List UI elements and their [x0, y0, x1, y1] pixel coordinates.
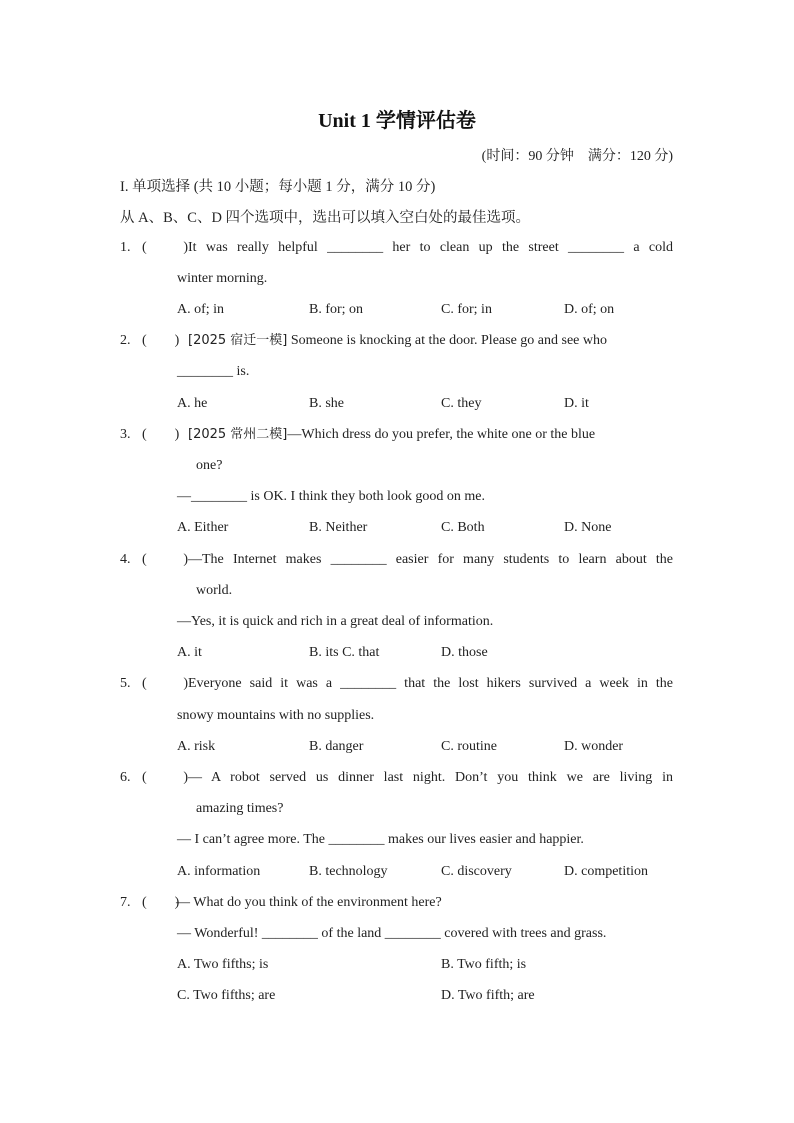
question-source: [2025 常州二模]: [188, 427, 288, 442]
question-number: 6.: [120, 770, 131, 785]
question-text: —The Internet makes ________ easier for many students to learn about the: [188, 552, 673, 567]
option-c[interactable]: C. discovery: [441, 864, 512, 879]
question-text: Someone is knocking at the door. Please go and see who: [287, 333, 607, 348]
section-instruction: 从 A、B、C、D 四个选项中，选出可以填入空白处的最佳选项。: [120, 210, 531, 226]
option-a[interactable]: A. Either: [177, 520, 229, 535]
question-line-continued: world.: [196, 583, 233, 598]
option-d[interactable]: D. competition: [564, 864, 648, 879]
option-a[interactable]: A. Two fifths; is: [177, 957, 269, 972]
option-a[interactable]: A. risk: [177, 739, 216, 754]
option-c[interactable]: C. Two fifths; are: [177, 988, 276, 1003]
option-d[interactable]: D. None: [564, 520, 612, 535]
question-line: [120, 238, 673, 258]
question-reply-line: —________ is OK. I think they both look good on me.: [177, 489, 485, 504]
question-text: — A robot served us dinner last night. Don’t you think we are living in: [188, 770, 673, 785]
question-line-continued: amazing times?: [196, 801, 284, 816]
question-text: —Which dress do you prefer, the white one or the blue: [287, 427, 596, 442]
question-number: 2.: [120, 333, 131, 348]
option-d[interactable]: D. those: [441, 645, 488, 660]
option-c[interactable]: C. for; in: [441, 302, 492, 317]
option-a[interactable]: A. of; in: [177, 302, 225, 317]
question-reply-line: —Yes, it is quick and rich in a great deal of information.: [177, 614, 494, 629]
question-number: 5.: [120, 676, 131, 691]
option-b-c[interactable]: B. its C. that: [309, 645, 380, 660]
option-b[interactable]: B. she: [309, 396, 344, 411]
question-line: [120, 893, 673, 913]
answer-blank[interactable]: ( ): [142, 676, 188, 691]
option-b[interactable]: B. for; on: [309, 302, 364, 317]
option-b[interactable]: B. Two fifth; is: [441, 957, 527, 972]
answer-blank[interactable]: ( ): [142, 895, 180, 910]
option-a[interactable]: A. he: [177, 396, 208, 411]
question-number: 4.: [120, 552, 131, 567]
option-a[interactable]: A. information: [177, 864, 261, 879]
question-reply-line: — Wonderful! ________ of the land ________ covered with trees and grass.: [177, 926, 607, 941]
question-number: 7.: [120, 895, 131, 910]
exam-time-score: (时间：90 分钟 满分：120 分): [481, 149, 673, 164]
option-d[interactable]: D. it: [564, 396, 589, 411]
answer-blank[interactable]: ( ): [142, 552, 188, 567]
option-d[interactable]: D. of; on: [564, 302, 615, 317]
question-source: [2025 宿迁一模]: [188, 333, 288, 348]
question-reply-line: — I can’t agree more. The ________ makes our lives easier and happier.: [177, 832, 584, 847]
section-heading: I. 单项选择 (共 10 小题；每小题 1 分，满分 10 分): [120, 179, 436, 195]
question-line: [120, 550, 673, 570]
answer-blank[interactable]: ( ): [142, 770, 188, 785]
question-line: [120, 331, 673, 351]
option-d[interactable]: D. Two fifth; are: [441, 988, 535, 1003]
answer-blank[interactable]: ( ): [142, 240, 188, 255]
option-c[interactable]: C. Both: [441, 520, 485, 535]
option-d[interactable]: D. wonder: [564, 739, 624, 754]
question-text: — What do you think of the environment here?: [176, 895, 442, 910]
question-line: [120, 768, 673, 788]
option-b[interactable]: B. technology: [309, 864, 388, 879]
question-line: [120, 674, 673, 694]
option-b[interactable]: B. danger: [309, 739, 364, 754]
option-a[interactable]: A. it: [177, 645, 202, 660]
option-b[interactable]: B. Neither: [309, 520, 368, 535]
question-line-continued: one?: [196, 458, 223, 473]
question-number: 3.: [120, 427, 131, 442]
question-line-continued: snowy mountains with no supplies.: [177, 708, 375, 723]
question-number: 1.: [120, 240, 131, 255]
option-c[interactable]: C. routine: [441, 739, 497, 754]
question-line-continued: ________ is.: [177, 364, 250, 379]
question-text: It was really helpful ________ her to clean up the street ________ a cold: [188, 240, 673, 255]
question-line: [120, 425, 673, 445]
answer-blank[interactable]: ( ): [142, 333, 180, 348]
page-title: Unit 1 学情评估卷: [318, 110, 476, 132]
answer-blank[interactable]: ( ): [142, 427, 180, 442]
question-line-continued: winter morning.: [177, 271, 268, 286]
question-text: Everyone said it was a ________ that the lost hikers survived a week in the: [188, 676, 673, 691]
option-c[interactable]: C. they: [441, 396, 482, 411]
